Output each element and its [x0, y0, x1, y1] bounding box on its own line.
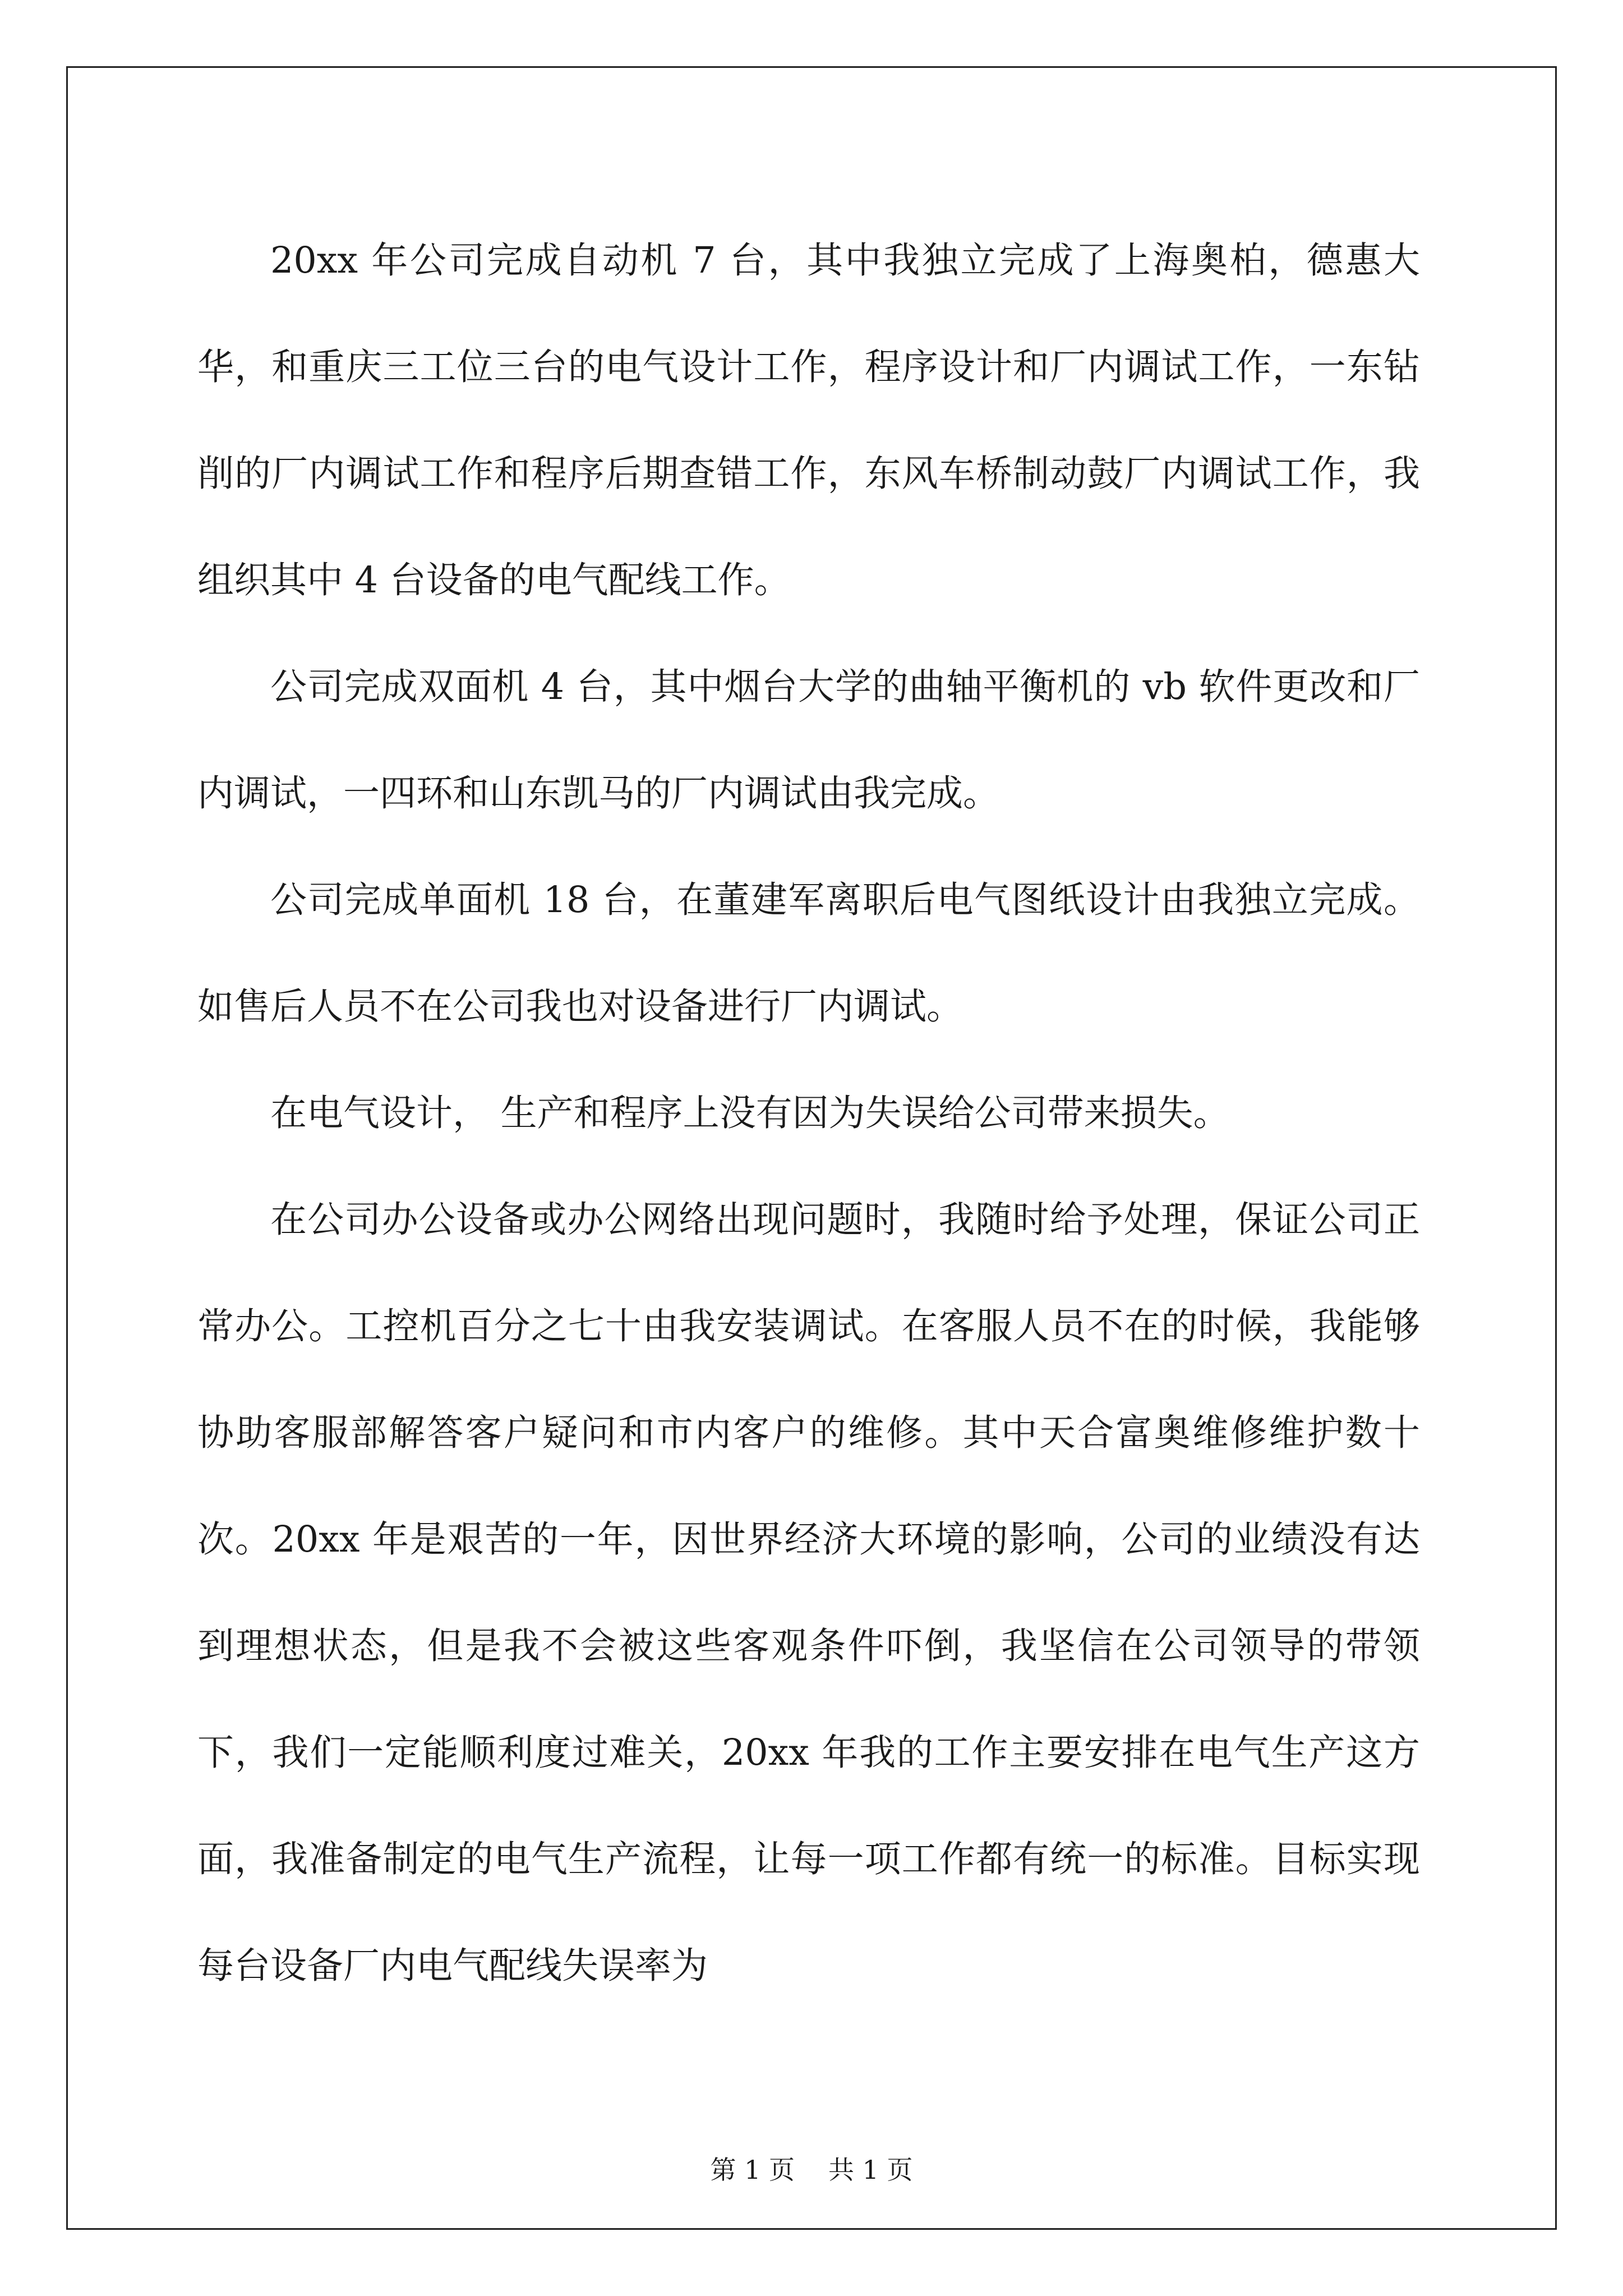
paragraph-5: 在公司办公设备或办公网络出现问题时，我随时给予处理，保证公司正常办公。工控机百分之七十由我安装调试。在客服人员不在的时候，我能够协助客服部解答客户疑问和市内客户的维修。其中天合富奥维修维护数十次。20xx 年是艰苦的一年，因世界经济大环境的影响，公司的业绩没有达到理想状态，但是我不会被这些客观条件吓倒，我坚信在公司领导的带领下，我们一定能顺利度过难关，20xx 年我的工作主要安排在电气生产这方面，我准备制定的电气生产流程，让每一项工作都有统一的标准。目标实现每台设备厂内电气配线失误率为: [197, 1199, 1420, 1987]
document-body: [197, 208, 1420, 2019]
page-number-current: 第 1 页: [710, 2155, 795, 2185]
page-footer: [0, 2153, 1623, 2187]
paragraph-2: 公司完成双面机 4 台，其中烟台大学的曲轴平衡机的 vb 软件更改和厂内调试，一四环和山东凯马的厂内调试由我完成。: [197, 666, 1420, 815]
page-number-total: 共 1 页: [828, 2155, 913, 2185]
paragraph-1: 20xx 年公司完成自动机 7 台，其中我独立完成了上海奥柏，德惠大华，和重庆三工位三台的电气设计工作，程序设计和厂内调试工作，一东钻削的厂内调试工作和程序后期查错工作，东风车桥制动鼓厂内调试工作，我组织其中 4 台设备的电气配线工作。: [197, 240, 1420, 601]
paragraph-3: 公司完成单面机 18 台，在董建军离职后电气图纸设计由我独立完成。如售后人员不在公司我也对设备进行厂内调试。: [197, 879, 1420, 1028]
paragraph-4: 在电气设计， 生产和程序上没有因为失误给公司带来损失。: [270, 1092, 1230, 1134]
